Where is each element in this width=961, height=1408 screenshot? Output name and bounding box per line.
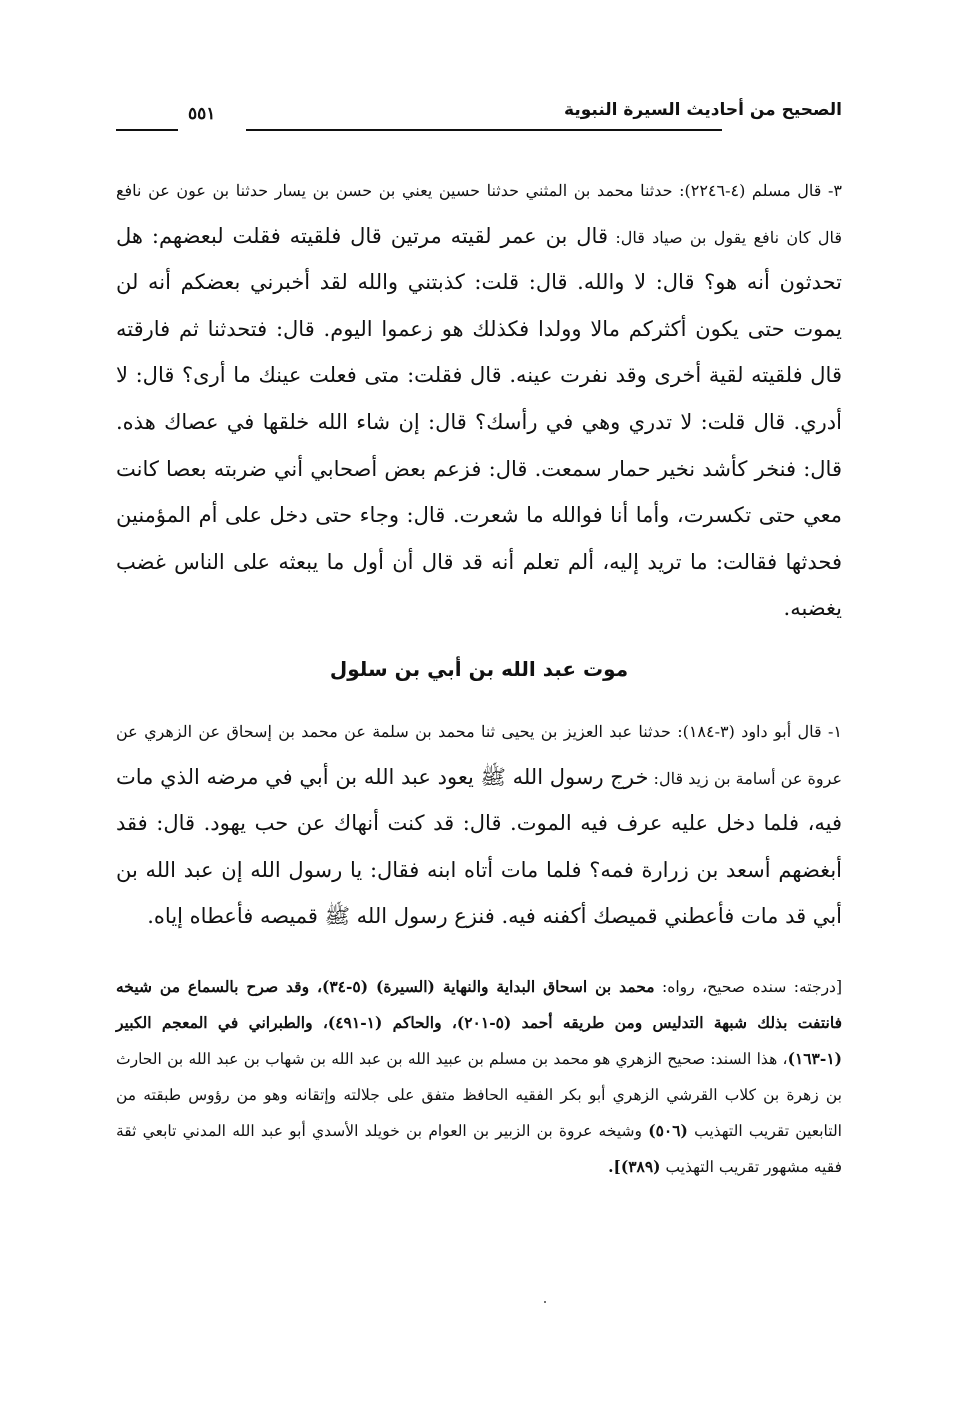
header-rule-left: [116, 129, 178, 131]
grading-note-open: [درجته: سنده صحيح، رواه:: [654, 977, 842, 996]
header-rule-right: [246, 129, 722, 131]
hadith-abudawud-isnad: ١- قال أبو داود (٣-١٨٤): حدثنا عبد العزيز بن يحيى ثنا محمد بن سلمة عن محمد بن إسحاق عن الزهري عن عروة عن أسامة بن زيد قال:: [116, 721, 842, 788]
page-header: [116, 96, 842, 140]
section-heading: موت عبد الله بن أبي بن سلول: [329, 656, 629, 681]
hadith-muslim: [116, 168, 842, 633]
book-title: الصحيح من أحاديث السيرة النبوية: [564, 100, 842, 120]
hadith-muslim-isnad: ٣- قال مسلم (٤-٢٢٤٦): حدثنا محمد بن المثني حدثنا حسين يعني بن حسن بن يسار حدثنا بن عون عن نافع قال كان نافع يقول بن صياد قال:: [116, 181, 843, 247]
grading-note-ref-2: (٣٨٩)].: [608, 1156, 661, 1176]
hadith-muslim-matn: قال بن عمر لقيته مرتين قال فلقيته فقلت لبعضهم: هل تحدثون أنه هو؟ قال: لا والله. قال: قلت: كذبتني والله لقد أخبرني بعضكم أنه لن يموت حتى يكون أكثركم مالا وولدا فكذلك هو زعموا اليوم. قال: فتحدثنا ثم فارقته قال فلقيته لقية أخرى وقد نفرت عينه. قال فقلت: متى فعلت عينك ما أرى؟ قال: لا أدري. قال قلت: لا تدري وهي في رأسك؟ قال: إن شاء الله خلقها في عصاك هذه. قال: فنخر كأشد نخير حمار سمعت. قال: فزعم بعض أصحابي أني ضربته بعصا كانت معي حتى تكسرت، وأما أنا فوالله ما شعرت. قال: وجاء حتى دخل على أم المؤمنين فحدثها فقالت: ما تريد إليه، ألم تعلم أنه قد قال أن أول ما يبعثه على الناس غضب يغضبه.: [116, 223, 842, 621]
grading-note-ref-1: (٥٠٦): [648, 1120, 688, 1140]
hadith-abudawud-matn: خرج رسول الله ﷺ يعود عبد الله بن أبي في مرضه الذي مات فيه، فلما دخل عليه عرف فيه الموت. قال: قد كنت أنهاك عن حب يهود. قال: فقد أبغضهم أسعد بن زرارة فمه؟ فلما مات أتاه ابنه فقال: يا رسول الله إن عبد الله بن أبي قد مات فأعطني قميصك أكفنه فيه. فنزع رسول الله ﷺ قميصه فأعطاه إياه.: [116, 764, 842, 929]
page-content: [116, 168, 842, 1201]
grading-note-sources: محمد بن اسحاق البداية والنهاية (السيرة) (٥-٣٤)، وقد صرح بالسماع من شيخه فانتفت بذلك شبهة التدليس ومن طريقه أحمد (٥-٢٠١)، والحاكم (١-٤٩١)، والطبراني في المعجم الكبير (١-١٦٣): [116, 976, 842, 1069]
hadith-abudawud: [116, 709, 842, 941]
page-number: ٥٥١: [188, 104, 216, 124]
grading-note-analysis-2: وشيخه عروة بن الزبير بن العوام بن خويلد الأسدي أبو عبد الله المدني تابعي ثقة فقيه مشهور تقريب التهذيب: [116, 1121, 842, 1176]
scan-speck: [544, 1301, 546, 1303]
grading-note: [116, 969, 842, 1185]
grading-note-analysis: ، هذا السند: صحيح الزهري هو محمد بن مسلم بن عبيد الله بن عبد الله بن شهاب بن عبد الله بن الحارث بن زهرة بن كلاب القرشي الزهري أبو بكر الفقيه الحافظ متفق على جلالته وإتقانه وهو من رؤوس طبقته من التابعين تقريب التهذيب: [116, 1050, 842, 1140]
